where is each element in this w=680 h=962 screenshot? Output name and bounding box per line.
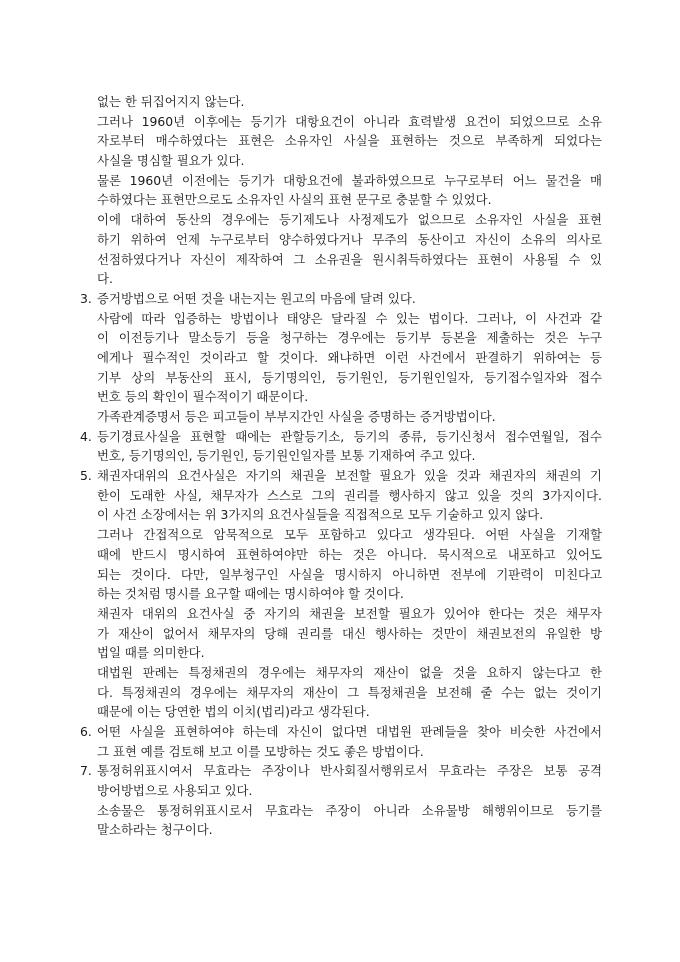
text-line: 채권자대위의 요건사실은 자기의 채권을 보전할 필요가 있을 것과 채권자의 채권의 기: [97, 468, 602, 484]
paragraph: [80, 801, 602, 840]
numbered-item: [80, 722, 602, 761]
item-number: 7.: [80, 763, 92, 779]
text-line: 때에 반드시 명시하여 표현하여야만 하는 것은 아니다. 묵시적으로 내포하고 있어도: [97, 546, 602, 562]
text-line: 대법원 판례는 특정채권의 경우에는 채무자의 재산이 없을 것을 요하지 않는다고 한: [97, 664, 602, 680]
text-line: 하기 위하여 언제 누구로부터 양수하였다거나 무주의 동산이고 자신이 소유의 의사로: [97, 231, 602, 247]
text-line: 다. 특정채권의 경우에는 채무자의 재산이 그 특정채권을 보전해 줄 수는 없는 것이기: [97, 684, 602, 700]
text-line: 수하였다는 표현만으로도 소유자인 사실의 표현 문구로 충분할 수 있었다.: [97, 192, 492, 208]
text-line: 어떤 사실을 표현하여야 하는데 자신이 없다면 대법원 판례들을 찾아 비슷한 사건에서: [97, 724, 602, 739]
text-line: 이 사건 소장에서는 위 3가지의 요건사실들을 직접적으로 모두 기술하고 있지 않다.: [97, 507, 544, 523]
paragraph: [80, 309, 602, 407]
document-body: [80, 92, 602, 840]
text-line: 이에 대하여 동산의 경우에는 등기제도나 사정제도가 없으므로 소유자인 사실을 표현: [97, 212, 602, 228]
text-line: 그러나 간접적으로 암묵적으로 모두 포함하고 있다고 생각된다. 어떤 사실을 기재할: [97, 527, 602, 543]
text-line: 등기경료사실을 표현할 때에는 관할등기소, 등기의 종류, 등기신청서 접수연월일, 접수: [97, 428, 602, 444]
item-number: 6.: [80, 724, 92, 739]
text-line: 이 이전등기나 말소등기 등을 청구하는 경우에는 등기부 등본을 제출하는 것은 누구: [97, 330, 602, 346]
item-number: 4.: [80, 428, 92, 444]
text-line: 물론 1960년 이전에는 등기가 대항요건에 불과하였으므로 누구로부터 어느 물건을 매: [97, 172, 602, 188]
paragraph: [80, 112, 602, 171]
text-line: 한이 도래한 사실, 채무자가 스스로 그의 권리를 행사하지 않고 있을 것의 3가지이다.: [97, 487, 602, 503]
numbered-item: [80, 761, 602, 800]
text-line: 사실을 명심할 필요가 있다.: [97, 153, 245, 169]
text-line: 되는 것이다. 다만, 일부청구인 사실을 명시하지 아니하면 전부에 기판력이 미친다고: [97, 566, 602, 582]
numbered-item: [80, 466, 602, 525]
text-line: 말소하라는 청구이다.: [97, 822, 213, 838]
text-line: 증거방법으로 어떤 것을 내는지는 원고의 마음에 달려 있다.: [97, 290, 416, 306]
text-line: 그러나 1960년 이후에는 등기가 대항요건이 아니라 효력발생 요건이 되었으므로 소유: [97, 113, 602, 129]
paragraph: [80, 171, 602, 210]
numbered-item: [80, 289, 602, 309]
text-line: 없는 한 뒤집어지지 않는다.: [97, 94, 245, 109]
text-line: 선점하였다거나 자신이 제작하여 그 소유권을 원시취득하였다는 표현이 사용될 수 있: [97, 251, 602, 267]
item-number: 3.: [80, 290, 92, 306]
text-line: 가 재산이 없어서 채무자의 당해 권리를 대신 행사하는 것만이 채권보전의 유일한 방: [97, 625, 602, 641]
paragraph: [80, 210, 602, 289]
text-line: 기부 상의 부동산의 표시, 등기명의인, 등기원인, 등기원인일자, 등기접수일자와 접수: [97, 369, 602, 385]
text-line: 채권자 대위의 요건사실 중 자기의 채권을 보전할 필요가 있어야 한다는 것은 채무자: [97, 605, 602, 621]
text-line: 방어방법으로 사용되고 있다.: [97, 783, 253, 799]
text-line: 가족관계증명서 등은 피고들이 부부지간인 사실을 증명하는 증거방법이다.: [97, 409, 496, 424]
text-line: 에게나 필수적인 것이라고 할 것이다. 왜냐하면 이런 사건에서 판결하기 위하여는 등: [97, 349, 602, 365]
paragraph: [80, 407, 602, 427]
numbered-item: [80, 427, 602, 466]
text-line: 번호, 등기명의인, 등기원인, 등기원인일자를 보통 기재하여 주고 있다.: [97, 448, 476, 464]
text-line: 다.: [97, 271, 113, 287]
paragraph: [80, 92, 602, 112]
paragraph: [80, 525, 602, 604]
text-line: 소송물은 통정허위표시로서 무효라는 주장이 아니라 소유물방 해행위이므로 등기를: [97, 802, 602, 818]
paragraph: [80, 604, 602, 663]
text-line: 때문에 이는 당연한 법의 이치(법리)라고 생각된다.: [97, 704, 370, 720]
paragraph: [80, 663, 602, 722]
text-line: 통정허위표시여서 무효라는 주장이나 반사회질서행위로서 무효라는 주장은 보통 공격: [97, 763, 602, 779]
text-line: 사람에 따라 입증하는 방법이나 태양은 달라질 수 있는 법이다. 그러나, 이 사건과 같: [97, 310, 602, 326]
text-line: 하는 것처럼 명시를 요구할 때에는 명시하여야 할 것이다.: [97, 586, 404, 602]
text-line: 번호 등의 확인이 필수적이기 때문이다.: [97, 389, 309, 405]
item-number: 5.: [80, 468, 92, 484]
text-line: 자로부터 매수하였다는 표현은 소유자인 사실을 표현하는 것으로 부족하게 되었다는: [97, 133, 602, 149]
text-line: 법일 때를 의미한다.: [97, 645, 205, 661]
text-line: 그 표현 예를 검토해 보고 이를 모방하는 것도 좋은 방법이다.: [97, 743, 424, 759]
